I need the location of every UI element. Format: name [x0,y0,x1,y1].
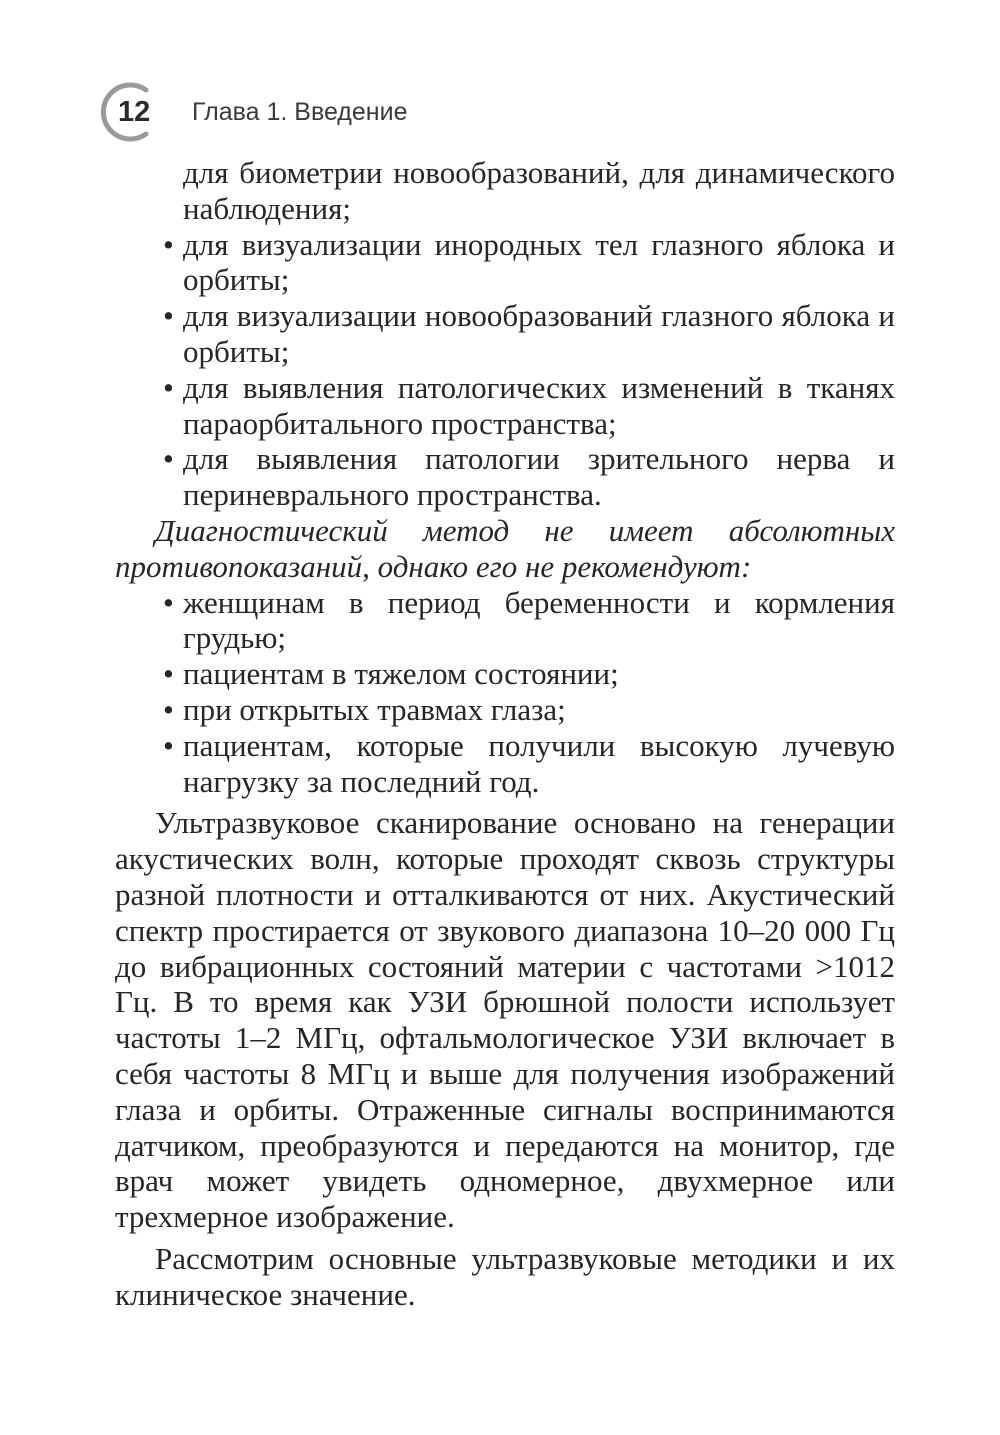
body-paragraph: Рассмотрим основные ультразвуковые методики и их клиническое значение. [115,1240,895,1312]
bullet-icon: • [163,584,174,620]
list-item: • для выявления патологии зрительного нерва и периневрального пространства. [163,441,895,513]
list-item: • для выявления патологических изменений в тканях параорбитального пространства; [163,369,895,441]
bullet-icon: • [163,226,174,262]
list-item: • для визуализации новообразований глазного яблока и орбиты; [163,298,895,369]
bullet-icon: • [163,691,174,727]
bullet-icon: • [163,656,174,692]
page-header [94,80,794,144]
contraindications-list [115,585,895,800]
list-item: • пациентам в тяжелом состоянии; [163,656,619,692]
bullet-icon: • [163,727,174,763]
bullet-icon: • [163,441,174,477]
list-item: • пациентам, которые получили высокую лучевую нагрузку за последний год. [163,727,895,799]
list-item: • женщинам в период беременности и кормления грудью; [163,584,895,656]
running-head: Глава 1. Введение [192,98,408,126]
bullet-icon: • [163,298,174,334]
list-item-continuation: для биометрии новообразований, для динамического наблюдения; [183,155,895,226]
bullet-icon: • [163,369,174,405]
body-paragraph: Ультразвуковое сканирование основано на генерации акустических волн, которые проходят сквозь структуры разной плотности и отталкиваются от них. Акустический спектр простирается от звукового диапазона 10–20 000 Гц до вибрационных состояний материи с частотами >1012 Гц. В то время как УЗИ брюшной полости использует частоты 1–2 МГц, офтальмологическое УЗИ включает в себя частоты 8 МГц и выше для получения изображений глаза и орбиты. Отраженные сигналы воспринимаются датчиком, преобразуются и передаются на монитор, где врач может увидеть одномерное, двухмерное или трехмерное изображение. [115,805,895,1235]
indications-list [115,227,895,513]
list-item: • для визуализации инородных тел глазного яблока и орбиты; [163,226,895,298]
page-number: 12 [118,96,151,128]
page-body [115,155,895,1313]
contraindications-intro: Диагностический метод не имеет абсолютных противопоказаний, однако его не рекомендуют: [115,512,895,584]
list-item: • при открытых травмах глаза; [163,691,566,727]
